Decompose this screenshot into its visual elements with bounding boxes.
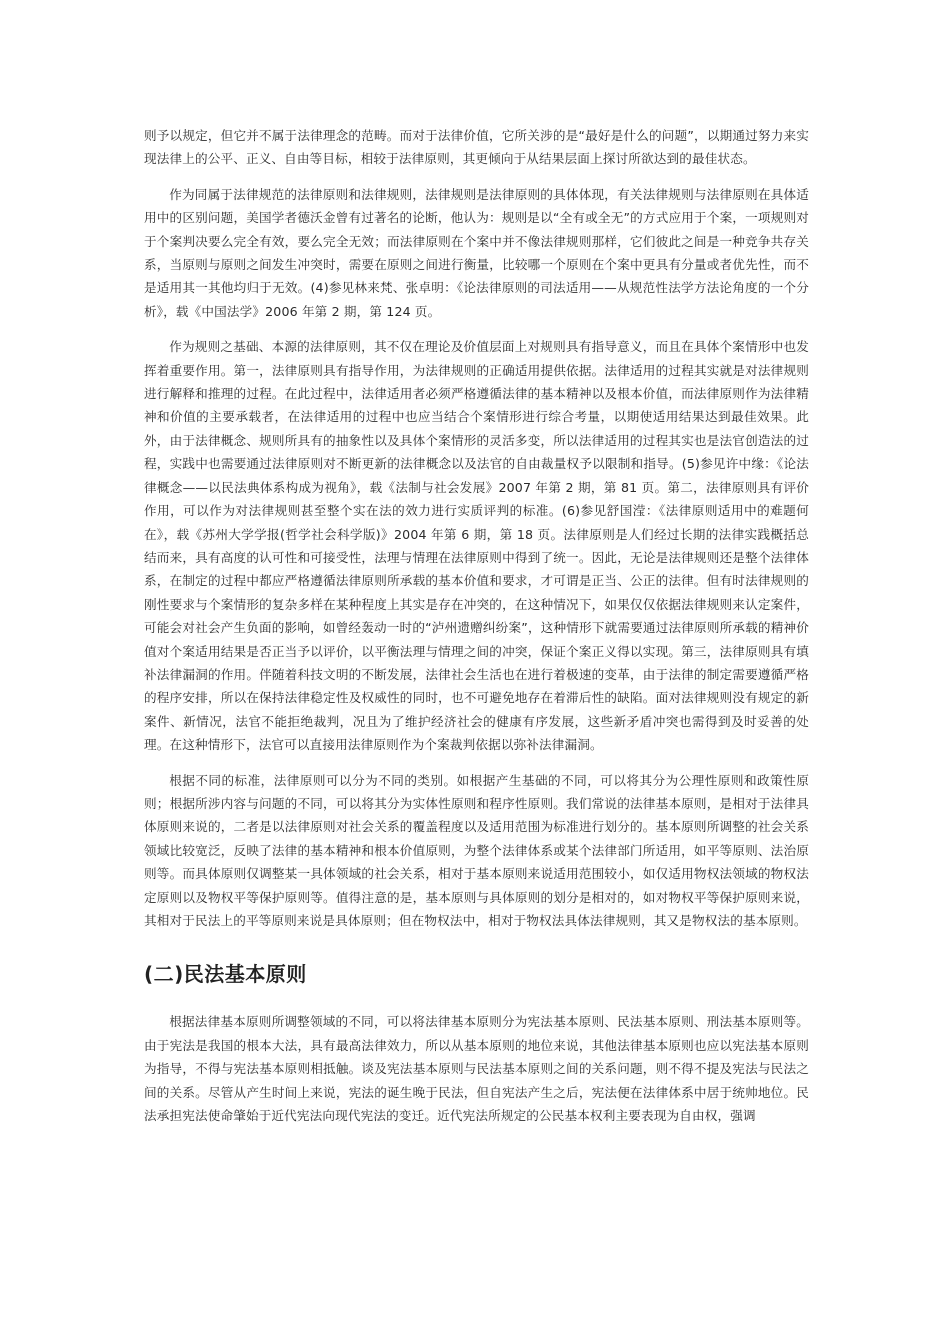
document-body xyxy=(144,124,809,1139)
paragraph-principle-functions: 作为规则之基础、本源的法律原则，其不仅在理论及价值层面上对规则具有指导意义，而且在具体个案情形中也发挥着重要作用。第一，法律原则具有指导作用，为法律规则的正确适用提供依据。法律适用的过程其实就是对法律规则进行解释和推理的过程。在此过程中，法律适用者必须严格遵循法律的基本精神以及根本价值，而法律原则作为法律精神和价值的主要承载者，在法律适用的过程中也应当结合个案情形进行综合考量，以期使适用结果达到最佳效果。此外，由于法律概念、规则所具有的抽象性以及具体个案情形的灵活多变，所以法律适用的过程其实也是法官创造法的过程，实践中也需要通过法律原则对不断更新的法律概念以及法官的自由裁量权予以限制和指导。(5)参见许中缘：《论法律概念——以民法典体系构成为视角》，载《法制与社会发展》2007 年第 2 期，第 81 页。第二，法律原则具有评价作用，可以作为对法律规则甚至整个实在法的效力进行实质评判的标准。(6)参见舒国滢：《法律原则适用中的难题何在》，载《苏州大学学报(哲学社会科学版)》2004 年第 6 期，第 18 页。法律原则是人们经过长期的法律实践概括总结而来，具有高度的认可性和可接受性，法理与情理在法律原则中得到了统一。因此，无论是法律规则还是整个法律体系，在制定的过程中都应严格遵循法律原则所承载的基本价值和要求，才可谓是正当、公正的法律。但有时法律规则的刚性要求与个案情形的复杂多样在某种程度上其实是存在冲突的，在这种情况下，如果仅仅依据法律规则来认定案件，可能会对社会产生负面的影响，如曾经轰动一时的“泸州遗赠纠纷案”，这种情形下就需要通过法律原则所承载的精神价值对个案适用结果是否正当予以评价，以平衡法理与情理之间的冲突，保证个案正义得以实现。第三，法律原则具有填补法律漏洞的作用。伴随着科技文明的不断发展，法律社会生活也在进行着极速的变革，由于法律的制定需要遵循严格的程序安排，所以在保持法律稳定性及权威性的同时，也不可避免地存在着滞后性的缺陷。面对法律规则没有规定的新案件、新情况，法官不能拒绝裁判，况且为了维护经济社会的健康有序发展，这些新矛盾冲突也需得到及时妥善的处理。在这种情形下，法官可以直接用法律原则作为个案裁判依据以弥补法律漏洞。 xyxy=(144,339,809,753)
paragraph-principle-categories: 根据不同的标准，法律原则可以分为不同的类别。如根据产生基础的不同，可以将其分为公理性原则和政策性原则；根据所涉内容与问题的不同，可以将其分为实体性原则和程序性原则。我们常说的法律基本原则，是相对于法律具体原则来说的，二者是以法律原则对社会关系的覆盖程度以及适用范围为标准进行划分的。基本原则所调整的社会关系领域比较宽泛，反映了法律的基本精神和根本价值原则，为整个法律体系或某个法律部门所适用，如平等原则、法治原则等。而具体原则仅调整某一具体领域的社会关系，相对于基本原则来说适用范围较小，如仅适用物权法领域的物权法定原则以及物权平等保护原则等。值得注意的是，基本原则与具体原则的划分是相对的，如对物权平等保护原则来说，其相对于民法上的平等原则来说是具体原则；但在物权法中，相对于物权法具体法律规则，其又是物权法的基本原则。 xyxy=(144,772,809,928)
paragraph-continued: 则予以规定，但它并不属于法律理念的范畴。而对于法律价值，它所关涉的是“最好是什么的问题”，以期通过努力来实现法律上的公平、正义、自由等目标，相较于法律原则，其更倾向于从结果层面上探讨所欲达到的最佳状态。 xyxy=(144,128,809,167)
section-heading: (二)民法基本原则 xyxy=(144,962,307,987)
paragraph-rules-vs-principles: 作为同属于法律规范的法律原则和法律规则，法律规则是法律原则的具体体现，有关法律规则与法律原则在具体适用中的区别问题，美国学者德沃金曾有过著名的论断，他认为：规则是以“全有或全无”的方式应用于个案，一项规则对于个案判决要么完全有效，要么完全无效；而法律原则在个案中并不像法律规则那样，它们彼此之间是一种竞争共存关系，当原则与原则之间发生冲突时，需要在原则之间进行衡量，比较哪一个原则在个案中更具有分量或者优先性，而不是适用其一其他均归于无效。(4)参见林来梵、张卓明：《论法律原则的司法适用——从规范性法学方法论角度的一个分析》，载《中国法学》2006 年第 2 期，第 124 页。 xyxy=(144,186,809,319)
paragraph-civil-law-principles: 根据法律基本原则所调整领域的不同，可以将法律基本原则分为宪法基本原则、民法基本原则、刑法基本原则等。由于宪法是我国的根本大法，具有最高法律效力，所以从基本原则的地位来说，其他法律基本原则也应以宪法基本原则为指导，不得与宪法基本原则相抵触。谈及宪法基本原则与民法基本原则之间的关系问题，则不得不提及宪法与民法之间的关系。尽管从产生时间上来说，宪法的诞生晚于民法，但自宪法产生之后，宪法便在法律体系中居于统帅地位。民法承担宪法使命肇始于近代宪法向现代宪法的变迁。近代宪法所规定的公民基本权利主要表现为自由权，强调 xyxy=(144,1014,809,1124)
